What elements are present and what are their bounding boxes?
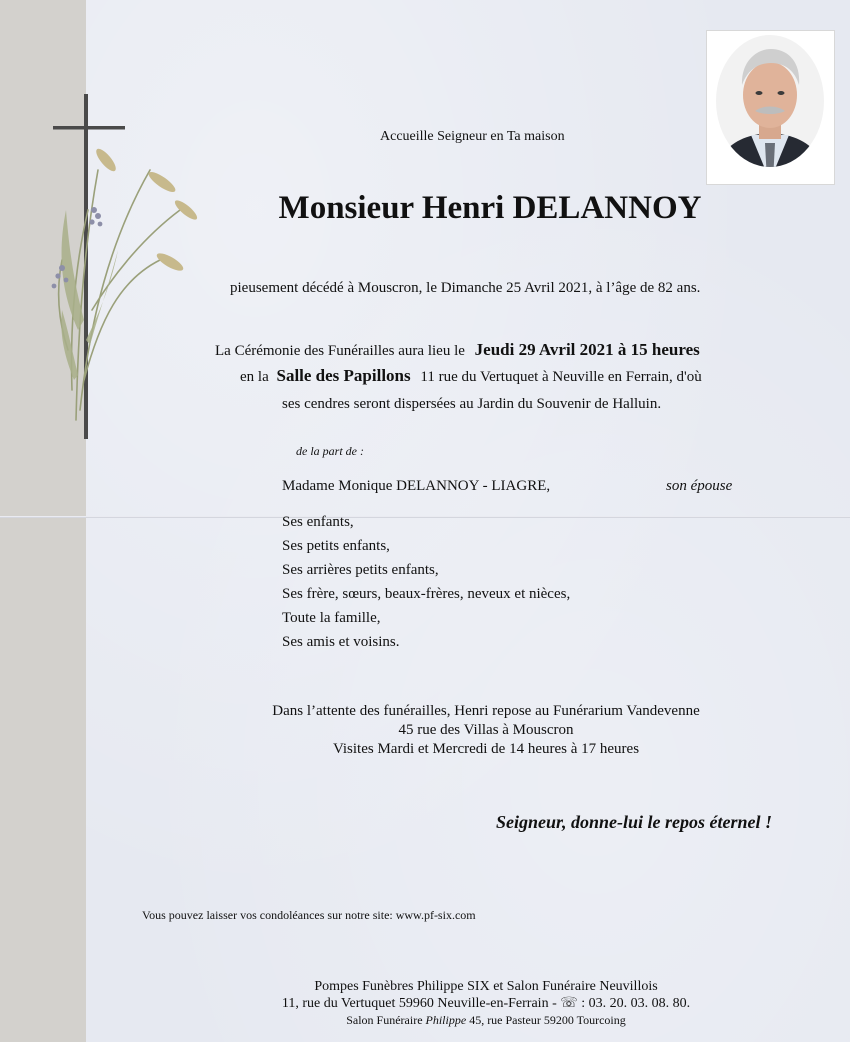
list-item: Toute la famille, <box>282 610 381 626</box>
ceremony-intro: La Cérémonie des Funérailles aura lieu le <box>215 343 465 359</box>
ceremony-date: Jeudi 29 Avril 2021 à 15 heures <box>474 340 700 359</box>
list-item: Ses amis et voisins. <box>282 634 400 650</box>
portrait-photo <box>706 30 835 185</box>
list-item: Ses arrières petits enfants, <box>282 562 439 578</box>
footer-line-1: Pompes Funèbres Philippe SIX et Salon Funéraire Neuvillois <box>314 979 658 994</box>
epigraph: Accueille Seigneur en Ta maison <box>380 129 565 144</box>
list-item: Ses enfants, <box>282 514 354 530</box>
closing-prayer: Seigneur, donne-lui le repos éternel ! <box>496 812 773 832</box>
ceremony-address: 11 rue du Vertuquet à Neuville en Ferrain, d'où <box>420 369 702 385</box>
condolences-note: Vous pouvez laisser vos condoléances sur notre site: www.pf-six.com <box>142 908 476 922</box>
spouse-name: Madame Monique DELANNOY - LIAGRE, <box>282 478 551 494</box>
family-intro: de la part de : <box>296 444 364 458</box>
deceased-name: Monsieur Henri DELANNOY <box>278 190 702 226</box>
visitation-line-1: Dans l’attente des funérailles, Henri repose au Funérarium Vandevenne <box>272 703 700 719</box>
list-item: Ses frère, sœurs, beaux-frères, neveux et nièces, <box>282 586 571 602</box>
footer-salon-address: 45, rue Pasteur 59200 Tourcoing <box>469 1013 626 1027</box>
portrait-icon <box>707 31 834 184</box>
ceremony-line-1 <box>215 340 700 360</box>
visitation-block <box>200 702 772 759</box>
list-item: Ses petits enfants, <box>282 538 390 554</box>
family-members-list <box>282 510 570 654</box>
ceremony-venue: Salle des Papillons <box>276 366 411 385</box>
footer-salon-name: Philippe <box>425 1013 467 1027</box>
visitation-line-2: 45 rue des Villas à Mouscron <box>398 722 574 738</box>
cross-with-wheat-icon <box>40 90 200 442</box>
death-notice: pieusement décédé à Mouscron, le Dimanche 25 Avril 2021, à l’âge de 82 ans. <box>230 280 701 296</box>
footer-salon-label: Salon Funéraire <box>346 1013 423 1027</box>
spouse-relation: son épouse <box>666 478 733 494</box>
funeral-home-footer <box>200 978 772 1029</box>
visitation-line-3: Visites Mardi et Mercredi de 14 heures à 17 heures <box>332 741 640 757</box>
footer-line-3 <box>200 1012 772 1029</box>
ceremony-line-3: ses cendres seront dispersées au Jardin du Souvenir de Halluin. <box>282 396 662 412</box>
ceremony-line-2 <box>240 366 702 386</box>
footer-line-2: 11, rue du Vertuquet 59960 Neuville-en-Ferrain - ☏ : 03. 20. 03. 08. 80. <box>281 996 691 1011</box>
ceremony-venue-prefix: en la <box>240 369 269 385</box>
